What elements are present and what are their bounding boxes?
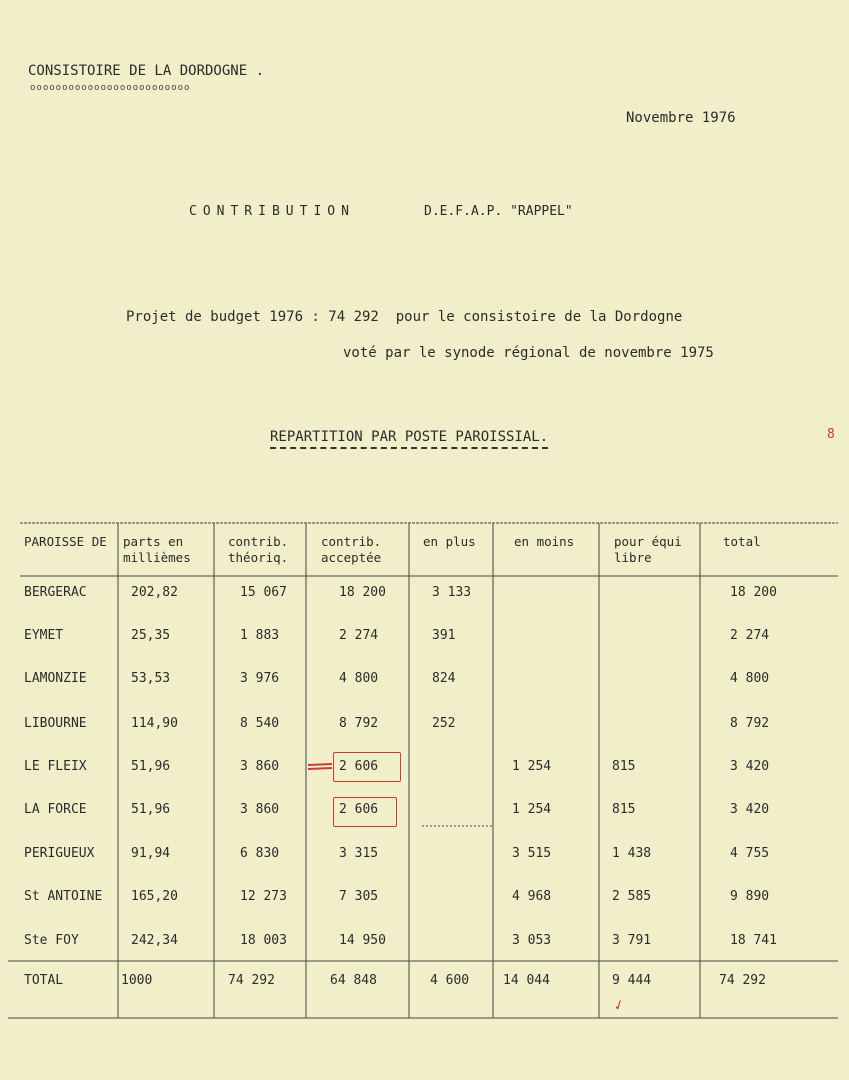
table-cell: 202,82 bbox=[131, 585, 178, 600]
red-margin-mark: 8 bbox=[827, 427, 835, 442]
row-parish-name: BERGERAC bbox=[24, 585, 87, 600]
table-cell: 3 315 bbox=[339, 846, 379, 861]
table-cell: 14 950 bbox=[339, 933, 386, 948]
table-cell: 15 067 bbox=[240, 585, 287, 600]
red-arrow-mark bbox=[306, 760, 336, 774]
total-more: 4 600 bbox=[430, 973, 470, 988]
table-cell: 3 515 bbox=[512, 846, 552, 861]
column-header-theoretical: contrib. théoriq. bbox=[228, 534, 289, 565]
organization-header: CONSISTOIRE DE LA DORDOGNE . bbox=[28, 63, 265, 79]
row-parish-name: EYMET bbox=[24, 628, 64, 643]
table-cell: 391 bbox=[432, 628, 456, 643]
table-cell: 2 606 bbox=[339, 802, 379, 817]
total-accepted: 64 848 bbox=[330, 973, 377, 988]
document-title-sub: D.E.F.A.P. "RAPPEL" bbox=[424, 204, 573, 219]
table-cell: 2 274 bbox=[339, 628, 379, 643]
table-cell: 3 976 bbox=[240, 671, 280, 686]
table-cell: 1 254 bbox=[512, 759, 552, 774]
column-header-accepted: contrib. acceptée bbox=[321, 534, 382, 565]
total-label: TOTAL bbox=[24, 973, 64, 988]
table-cell: 3 791 bbox=[612, 933, 652, 948]
total-less: 14 044 bbox=[503, 973, 550, 988]
table-cell: 2 585 bbox=[612, 889, 652, 904]
column-header-more: en plus bbox=[423, 534, 476, 549]
table-cell: 6 830 bbox=[240, 846, 280, 861]
header-dotted-rule: ooooooooooooooooooooooooo bbox=[30, 83, 191, 93]
row-parish-name: LE FLEIX bbox=[24, 759, 87, 774]
red-annotation-box-la-force bbox=[333, 797, 397, 827]
document-title: CONTRIBUTION bbox=[189, 204, 355, 219]
table-cell: 165,20 bbox=[131, 889, 178, 904]
total-theoretical: 74 292 bbox=[228, 973, 275, 988]
table-cell: 2 274 bbox=[730, 628, 770, 643]
table-cell: 1 438 bbox=[612, 846, 652, 861]
table-cell: 25,35 bbox=[131, 628, 171, 643]
table-cell: 9 890 bbox=[730, 889, 770, 904]
table-cell: 51,96 bbox=[131, 802, 171, 817]
column-header-balance: pour équi libre bbox=[614, 534, 682, 565]
table-cell: 53,53 bbox=[131, 671, 171, 686]
table-cell: 3 053 bbox=[512, 933, 552, 948]
row-parish-name: LIBOURNE bbox=[24, 716, 87, 731]
table-cell: 1 254 bbox=[512, 802, 552, 817]
table-cell: 4 800 bbox=[339, 671, 379, 686]
column-header-total: total bbox=[723, 534, 761, 549]
row-parish-name: PERIGUEUX bbox=[24, 846, 95, 861]
table-cell: 7 305 bbox=[339, 889, 379, 904]
red-check-mark: ✓ bbox=[610, 993, 627, 1016]
table-cell: 3 133 bbox=[432, 585, 472, 600]
column-header-parish: PAROISSE DE bbox=[24, 534, 107, 549]
table-cell: 3 860 bbox=[240, 759, 280, 774]
table-cell: 8 792 bbox=[730, 716, 770, 731]
table-cell: 12 273 bbox=[240, 889, 287, 904]
table-cell: 824 bbox=[432, 671, 456, 686]
table-cell: 18 200 bbox=[339, 585, 386, 600]
table-cell: 3 860 bbox=[240, 802, 280, 817]
row-parish-name: LAMONZIE bbox=[24, 671, 87, 686]
table-cell: 815 bbox=[612, 759, 636, 774]
table-cell: 242,34 bbox=[131, 933, 178, 948]
table-cell: 3 420 bbox=[730, 759, 770, 774]
synod-line: voté par le synode régional de novembre 1975 bbox=[343, 345, 714, 361]
section-subtitle: REPARTITION PAR POSTE PAROISSIAL. bbox=[270, 429, 548, 449]
table-cell: 8 792 bbox=[339, 716, 379, 731]
document-date: Novembre 1976 bbox=[626, 110, 736, 126]
table-cell: 114,90 bbox=[131, 716, 178, 731]
red-annotation-box-le-fleix bbox=[333, 752, 401, 782]
budget-line: Projet de budget 1976 : 74 292 pour le consistoire de la Dordogne bbox=[126, 309, 683, 325]
table-cell: 51,96 bbox=[131, 759, 171, 774]
table-cell: 4 755 bbox=[730, 846, 770, 861]
table-cell: 8 540 bbox=[240, 716, 280, 731]
total-parts: 1000 bbox=[121, 973, 153, 988]
row-parish-name: Ste FOY bbox=[24, 933, 79, 948]
row-parish-name: LA FORCE bbox=[24, 802, 87, 817]
table-cell: 252 bbox=[432, 716, 456, 731]
table-cell: 815 bbox=[612, 802, 636, 817]
table-cell: 91,94 bbox=[131, 846, 171, 861]
row-parish-name: St ANTOINE bbox=[24, 889, 103, 904]
total-balance: 9 444 bbox=[612, 973, 652, 988]
table-cell: 18 200 bbox=[730, 585, 777, 600]
column-header-parts: parts en millièmes bbox=[123, 534, 191, 565]
table-cell: 4 800 bbox=[730, 671, 770, 686]
table-cell: 1 883 bbox=[240, 628, 280, 643]
total-total: 74 292 bbox=[719, 973, 766, 988]
table-cell: 18 003 bbox=[240, 933, 287, 948]
table-cell: 3 420 bbox=[730, 802, 770, 817]
table-cell: 2 606 bbox=[339, 759, 379, 774]
table-cell: 18 741 bbox=[730, 933, 777, 948]
table-cell: 4 968 bbox=[512, 889, 552, 904]
column-header-less: en moins bbox=[514, 534, 575, 549]
